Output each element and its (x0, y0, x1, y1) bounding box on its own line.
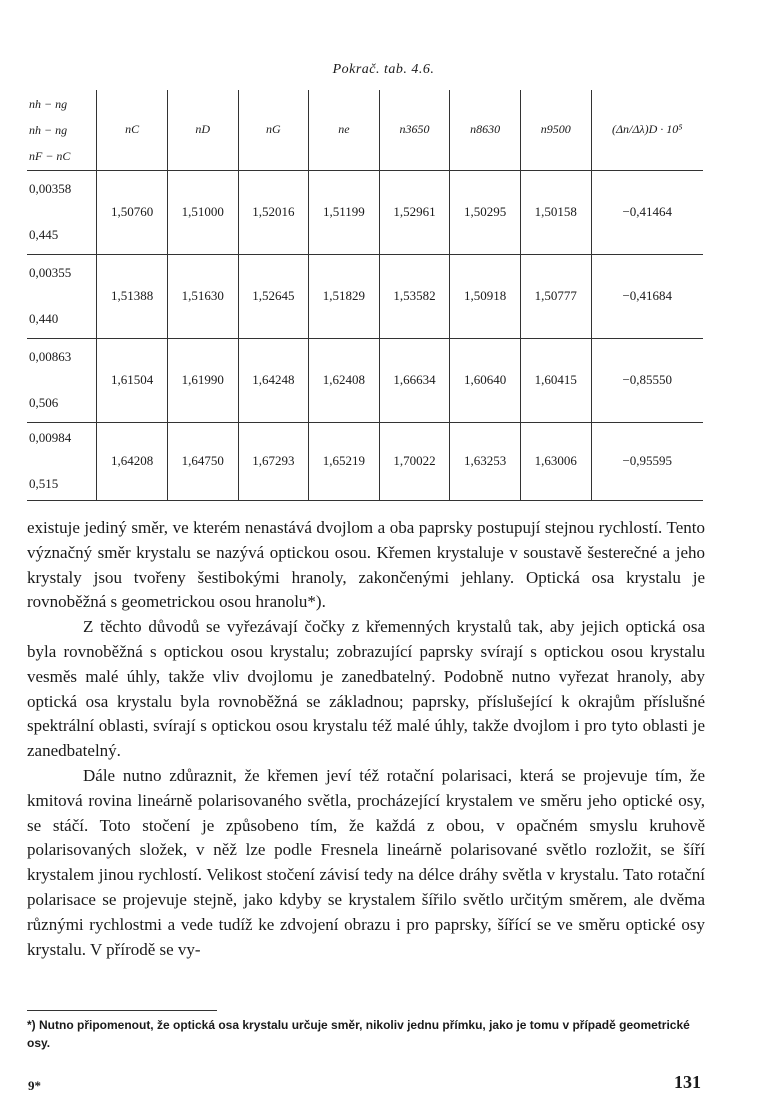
table-cell: 1,50760 (97, 170, 168, 254)
table-cell: 1,66634 (379, 338, 450, 422)
footnote: *) Nutno připomenout, že optická osa krystalu určuje směr, nikoliv jednu přímku, jako je tomu v případě geometrické osy. (27, 1018, 690, 1050)
table-cell: −0,95595 (591, 422, 703, 500)
ratio-value: 0,440 (29, 311, 59, 326)
table-cell: 1,52645 (238, 254, 309, 338)
row-label-cell (27, 422, 97, 500)
header-line: nh − ng (29, 96, 68, 111)
table-cell: 1,50295 (450, 170, 521, 254)
table-cell: 1,61504 (97, 338, 168, 422)
footnote-divider (27, 1010, 217, 1011)
table-cell: 1,67293 (238, 422, 309, 500)
table-cell: 1,60640 (450, 338, 521, 422)
page-number: 131 (674, 1072, 701, 1092)
table-cell: 1,51000 (167, 170, 238, 254)
header-dispersion-ratio (27, 90, 97, 170)
body-text (27, 516, 705, 962)
ratio-value: 0,506 (29, 395, 59, 410)
paragraph: existuje jediný směr, ve kterém nenastává dvojlom a oba paprsky postupují stejnou rychlostí. Tento význačný směr krystalu se nazývá optickou osou. Křemen krystaluje v soustavě šesterečné a jeho krystaly jsou tvořeny šestibokými hranoly, zakončenými jehlany. Optická osa krystalu je rovnoběžná s geometrickou osou hranolu*). (27, 518, 705, 612)
paragraph: Z těchto důvodů se vyřezávají čočky z křemenných krystalů tak, aby jejich optická osa byla rovnoběžná s optickou osou krystalu; zobrazující paprsky svírají s optickou osou krystalu vesměs malé úhly, takže vliv dvojlomu je zanedbatelný. Podobně nutno vyřezat hranoly, aby optická osa krystalu byla rovnoběžná se základnou; paprsky, příslušející k okrajům příslušné spektrální oblasti, svírají s optickou osou krystalu též malé úhly, takže dvojlom i pro tyto oblasti je zanedbatelný. (27, 617, 705, 761)
table-cell: 1,52961 (379, 170, 450, 254)
table-cell: 1,50777 (520, 254, 591, 338)
table-cell: 1,64208 (97, 422, 168, 500)
table-cell: 1,51630 (167, 254, 238, 338)
dispersion-value: 0,00355 (29, 265, 72, 280)
table-cell: 1,63253 (450, 422, 521, 500)
refractive-index-table (27, 90, 703, 501)
column-header: n3650 (379, 90, 450, 170)
table-cell: 1,64248 (238, 338, 309, 422)
table-row (27, 338, 703, 422)
header-line: nF − nC (29, 148, 71, 163)
table-cell: 1,51199 (309, 170, 380, 254)
table-cell: 1,63006 (520, 422, 591, 500)
column-header: nD (167, 90, 238, 170)
table-cell: 1,53582 (379, 254, 450, 338)
row-label-cell (27, 338, 97, 422)
table-cell: 1,62408 (309, 338, 380, 422)
table-cell: 1,51388 (97, 254, 168, 338)
table-header-row (27, 90, 703, 170)
table-cell: −0,41464 (591, 170, 703, 254)
dispersion-value: 0,00358 (29, 181, 72, 196)
column-header: ne (309, 90, 380, 170)
row-label-cell (27, 254, 97, 338)
table-cell: 1,50918 (450, 254, 521, 338)
column-header: n9500 (520, 90, 591, 170)
table-cell: 1,70022 (379, 422, 450, 500)
table-caption: Pokrač. tab. 4.6. (332, 62, 435, 77)
table-cell: 1,60415 (520, 338, 591, 422)
table-row (27, 170, 703, 254)
table-cell: 1,50158 (520, 170, 591, 254)
row-label-cell (27, 170, 97, 254)
column-header: n8630 (450, 90, 521, 170)
column-header: (Δn/Δλ)D · 10⁵ (591, 90, 703, 170)
signature-mark: 9* (28, 1078, 41, 1093)
table-cell: −0,85550 (591, 338, 703, 422)
column-header: nC (97, 90, 168, 170)
table-cell: 1,65219 (309, 422, 380, 500)
table-cell: 1,64750 (167, 422, 238, 500)
dispersion-value: 0,00863 (29, 349, 72, 364)
table-row (27, 254, 703, 338)
ratio-value: 0,445 (29, 227, 59, 242)
table-cell: 1,51829 (309, 254, 380, 338)
header-line: nh − ng (29, 122, 68, 137)
table-cell: 1,61990 (167, 338, 238, 422)
table-cell: −0,41684 (591, 254, 703, 338)
table-cell: 1,52016 (238, 170, 309, 254)
dispersion-value: 0,00984 (29, 430, 72, 445)
ratio-value: 0,515 (29, 476, 59, 491)
table-row (27, 422, 703, 500)
column-header: nG (238, 90, 309, 170)
paragraph: Dále nutno zdůraznit, že křemen jeví též rotační polarisaci, která se projevuje tím, že kmitová rovina lineárně polarisovaného světla, procházející krystalem ve směru jeho optické osy, se stáčí. Toto stočení je způsobeno tím, že každá z obou, v opačném smyslu kruhově polarisovaných složek, v něž lze podle Fresnela lineárně polarisované světlo rozložit, se šíří krystalem jinou rychlostí. Velikost stočení závisí tedy na délce dráhy světla v krystalu. Tato rotační polarisace se projevuje stejně, jako kdyby se krystalem šířilo světlo určitým směrem, ale dvěma různými rychlostmi a vede tudíž ke zdvojení obrazu i pro paprsky, šířící se ve směru optické osy krystalu. V přírodě se vy- (27, 765, 705, 959)
